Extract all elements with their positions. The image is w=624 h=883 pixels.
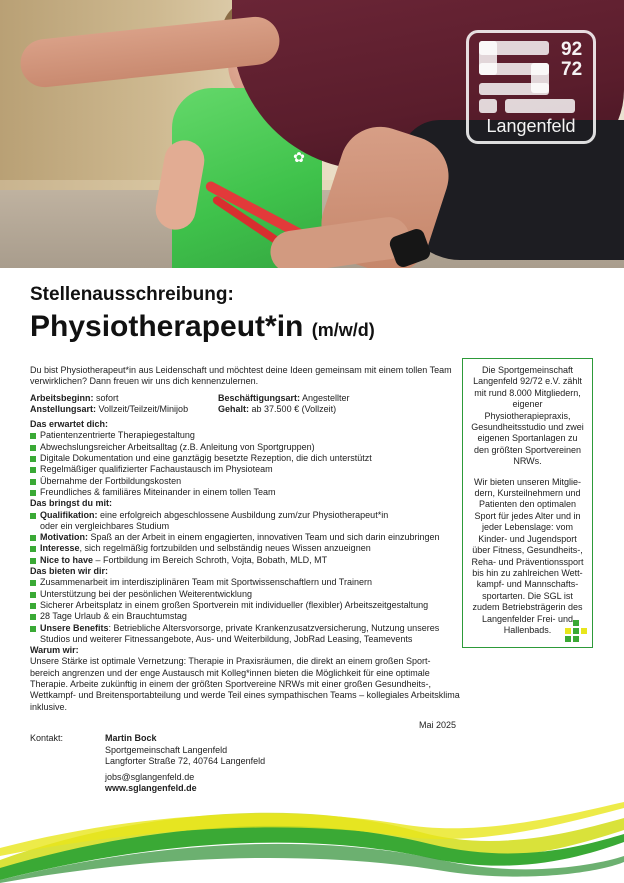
club-offer-text: Wir bieten unseren Mitglie-dern, Kursteilnehmern und Patienten den optimalen Sport für jedes Alter und in jeder Lebenslage: vom Kinder- und Jugendsport über Fitness, Gesundheits-, Reha- und Präventionssport bis hin zu zahlreichen Wett-kampf- und Mannschafts-sportarten. Die SGL ist zudem Betriebsträgerin des Langenfelder Frei- und Hallenbads.	[471, 476, 584, 635]
list-item: Unsere Benefits: Betriebliche Altersvorsorge, private Krankenzusatzversicherung, Nutzung unseres Studios und weiterer Fitnessangebote, Aus- und Weiterbildung, JobRad Leasing, Teamevents	[30, 623, 460, 646]
list-item: Interesse, sich regelmäßig fortzubilden und selbständig neues Wissen anzueignen	[30, 543, 460, 554]
section-bring-title: Das bringst du mit:	[30, 498, 113, 509]
expect-list	[30, 430, 460, 498]
list-item: Zusammenarbeit im interdisziplinären Team mit Sportwissenschaftlern und Trainern	[30, 577, 460, 588]
why-text: Unsere Stärke ist optimale Vernetzung: Therapie in Praxisräumen, die direkt an einem großen Sport-bereich angrenzen und der enge Austausch mit Kolleg*innen bieten die Möglichkeit für eine optimale Therapie. Arbeite zukünftig in einem der größten Sportvereine NRWs mit einer großen Gesundheits-, Wettkampf- und Breitensportabteilung und werde Teil eines sympathischen Teams – kollegiales Arbeitsklima inklusive.	[30, 656, 460, 712]
date: Mai 2025	[419, 720, 457, 730]
list-item: Digitale Dokumentation und eine ganztägig besetzte Rezeption, die dich unterstützt	[30, 453, 460, 464]
gender-suffix: (m/w/d)	[311, 320, 375, 340]
club-info-box	[462, 358, 593, 648]
list-item: Patientenzentrierte Therapiegestaltung	[30, 430, 460, 441]
contact-name: Martin Bock	[105, 733, 157, 743]
decorative-swoosh	[0, 790, 624, 883]
section-offer-title: Das bieten wir dir:	[30, 566, 109, 577]
contact-org: Sportgemeinschaft Langenfeld	[105, 744, 228, 755]
list-item: Sicherer Arbeitsplatz in einem großen Sportverein mit individueller (flexibler) Arbeitszeitgestaltung	[30, 600, 460, 611]
list-item: Freundliches & familiäres Miteinander in einem tollen Team	[30, 487, 460, 498]
main-text	[30, 365, 460, 713]
list-item: Motivation: Spaß an der Arbeit in einem engagierten, innovativen Team und sich darin einzubringen	[30, 532, 460, 543]
sgl-logo: 92 72 Langenfeld	[466, 30, 596, 144]
list-item: Abwechslungsreicher Arbeitsalltag (z.B. Anleitung von Sportgruppen)	[30, 442, 460, 453]
job-title: Physiotherapeut*in	[30, 310, 304, 343]
list-item: Unterstützung bei der pesönlichen Weiterentwicklung	[30, 589, 460, 600]
contact-web-link[interactable]: www.sglangenfeld.de	[105, 783, 197, 793]
heading-label: Stellenausschreibung:	[30, 284, 234, 305]
list-item: Übernahme der Fortbildungskosten	[30, 476, 460, 487]
job-facts: Arbeitsbeginn: sofort Beschäftigungsart: Angestellter Anstellungsart: Vollzeit/Teilzeit/Minijob Gehalt: ab 37.500 € (Vollzeit)	[30, 392, 350, 414]
contact-email-link[interactable]: jobs@sglangenfeld.de	[105, 771, 195, 782]
bring-list	[30, 510, 460, 566]
list-item: Regelmäßiger qualifizierter Fachaustausch im Physioteam	[30, 464, 460, 475]
squares-logo-icon	[565, 620, 589, 642]
hero-photo: ✿ 92 72 Langenfeld	[0, 0, 624, 268]
club-info-text: Die Sportgemeinschaft Langenfeld 92/72 e.V. zählt mit rund 8.000 Mitgliedern, eigener Physiotherapiepraxis, Gesundheitsstudio und zwei eigenen Sportanlagen zu den größten Sportvereinen NRWs.	[471, 365, 584, 467]
section-why-title: Warum wir:	[30, 645, 79, 656]
list-item: 28 Tage Urlaub & ein Brauchtumstag	[30, 611, 460, 622]
list-item: Qualifikation: eine erfolgreich abgeschlossene Ausbildung zum/zur Physiotherapeut*in oder ein vergleichbares Studium	[30, 510, 460, 533]
page-title	[30, 310, 375, 344]
intro-text: Du bist Physiotherapeut*in aus Leidenschaft und möchtest deine Ideen gemeinsam mit einem tollen Team verwirklichen? Dann freuen wir uns dich kennenzulernen.	[30, 365, 452, 387]
contact-address: Langforter Straße 72, 40764 Langenfeld	[105, 756, 266, 766]
list-item: Nice to have – Fortbildung im Bereich Schroth, Vojta, Bobath, MLD, MT	[30, 555, 460, 566]
offer-list	[30, 577, 460, 645]
contact-label: Kontakt:	[30, 733, 64, 743]
section-expect-title: Das erwartet dich:	[30, 419, 109, 430]
